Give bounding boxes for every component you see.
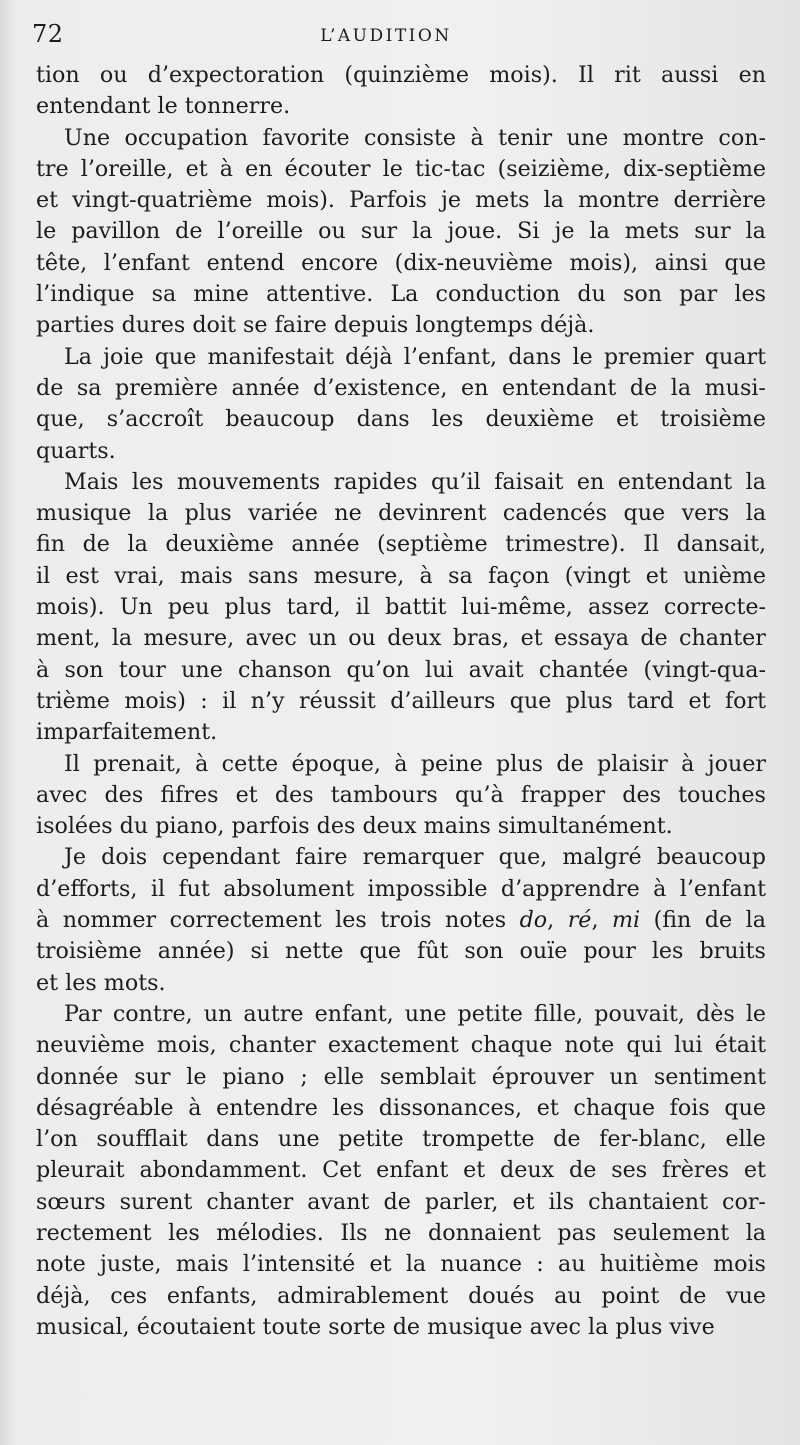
text-line: déjà, ces enfants, admirablement doués au point de vue: [36, 1282, 767, 1309]
text-line: La joie que manifestait déjà l’enfant, dans le premier quart: [64, 343, 767, 370]
text-line: et vingt-quatrième mois). Parfois je mets la montre derrière: [36, 187, 766, 214]
text-line: de sa première année d’existence, en entendant de la musi-: [36, 374, 766, 401]
text-line: d’efforts, il fut absolument impossible d’apprendre à l’enfant: [36, 875, 766, 902]
text-line: et les mots.: [36, 969, 166, 996]
page-number: 72: [32, 20, 64, 48]
text-line: tête, l’enfant entend encore (dix-neuvième mois), ainsi que: [36, 249, 766, 276]
text-line: rectement les mélodies. Ils ne donnaient pas seulement la: [36, 1219, 767, 1246]
text-line: musical, écoutaient toute sorte de musique avec la plus vive: [36, 1313, 715, 1340]
text-line: quarts.: [36, 437, 116, 464]
text-line: Par contre, un autre enfant, une petite fille, pouvait, dès le: [64, 1000, 767, 1027]
text-line: le pavillon de l’oreille ou sur la joue. Si je la mets sur la: [36, 218, 766, 245]
text-line: neuvième mois, chanter exactement chaque note qui lui était: [36, 1032, 766, 1059]
text-line: trième mois) : il n’y réussit d’ailleurs que plus tard et fort: [36, 687, 767, 714]
text-line: troisième année) si nette que fût son ouïe pour les bruits: [36, 938, 766, 965]
running-title: L’AUDITION: [320, 26, 452, 46]
text-line: ment, la mesure, avec un ou deux bras, et essaya de chanter: [36, 625, 766, 652]
body-text: [36, 60, 766, 1343]
text-line: imparfaitement.: [36, 719, 218, 746]
text-line: Mais les mouvements rapides qu’il faisait en entendant la: [64, 468, 766, 495]
text-line: à son tour une chanson qu’on lui avait chantée (vingt-qua-: [36, 656, 766, 683]
text-line: mois). Un peu plus tard, il battit lui-même, assez correcte-: [36, 594, 766, 621]
text-line: pleurait abondamment. Cet enfant et deux de ses frères et: [36, 1157, 766, 1184]
text-line: note juste, mais l’intensité et la nuance : au huitième mois: [36, 1251, 766, 1278]
text-line: Une occupation favorite consiste à tenir une montre con-: [64, 124, 766, 151]
text-line: Je dois cependant faire remarquer que, malgré beaucoup: [64, 844, 766, 871]
text-line: sœurs surent chanter avant de parler, et ils chantaient cor-: [36, 1188, 766, 1215]
text-line: désagréable à entendre les dissonances, et chaque fois que: [36, 1094, 767, 1121]
text-line: que, s’accroît beaucoup dans les deuxième et troisième: [36, 406, 766, 433]
text-line: avec des fifres et des tambours qu’à frapper des touches: [36, 781, 766, 808]
text-line: isolées du piano, parfois des deux mains simultanément.: [36, 813, 673, 840]
text-line: donnée sur le piano ; elle semblait éprouver un sentiment: [36, 1063, 767, 1090]
paragraph: [36, 842, 766, 998]
text-line: à nommer correctement les trois notes do, ré, mi (fin de la: [36, 907, 766, 934]
paragraph: [36, 749, 766, 843]
paragraph: [36, 60, 766, 123]
text-line: fin de la deuxième année (septième trimestre). Il dansait,: [36, 531, 767, 558]
text-line: parties dures doit se faire depuis longtemps déjà.: [36, 312, 595, 339]
running-head: [32, 20, 740, 56]
paragraph: [36, 999, 766, 1343]
paragraph: [36, 123, 766, 342]
text-line: tion ou d’expectoration (quinzième mois). Il rit aussi en: [36, 62, 767, 88]
text-line: musique la plus variée ne devinrent cadencés que vers la: [36, 500, 767, 527]
text-line: entendant le tonnerre.: [36, 93, 291, 120]
text-line: tre l’oreille, et à en écouter le tic-tac (seizième, dix-septième: [36, 155, 767, 182]
text-line: l’indique sa mine attentive. La conduction du son par les: [36, 281, 766, 308]
paragraph: [36, 467, 766, 749]
text-line: Il prenait, à cette époque, à peine plus de plaisir à jouer: [64, 750, 766, 777]
text-line: l’on soufflait dans une petite trompette de fer-blanc, elle: [36, 1126, 766, 1153]
paragraph: [36, 342, 766, 467]
text-line: il est vrai, mais sans mesure, à sa façon (vingt et unième: [36, 562, 767, 589]
